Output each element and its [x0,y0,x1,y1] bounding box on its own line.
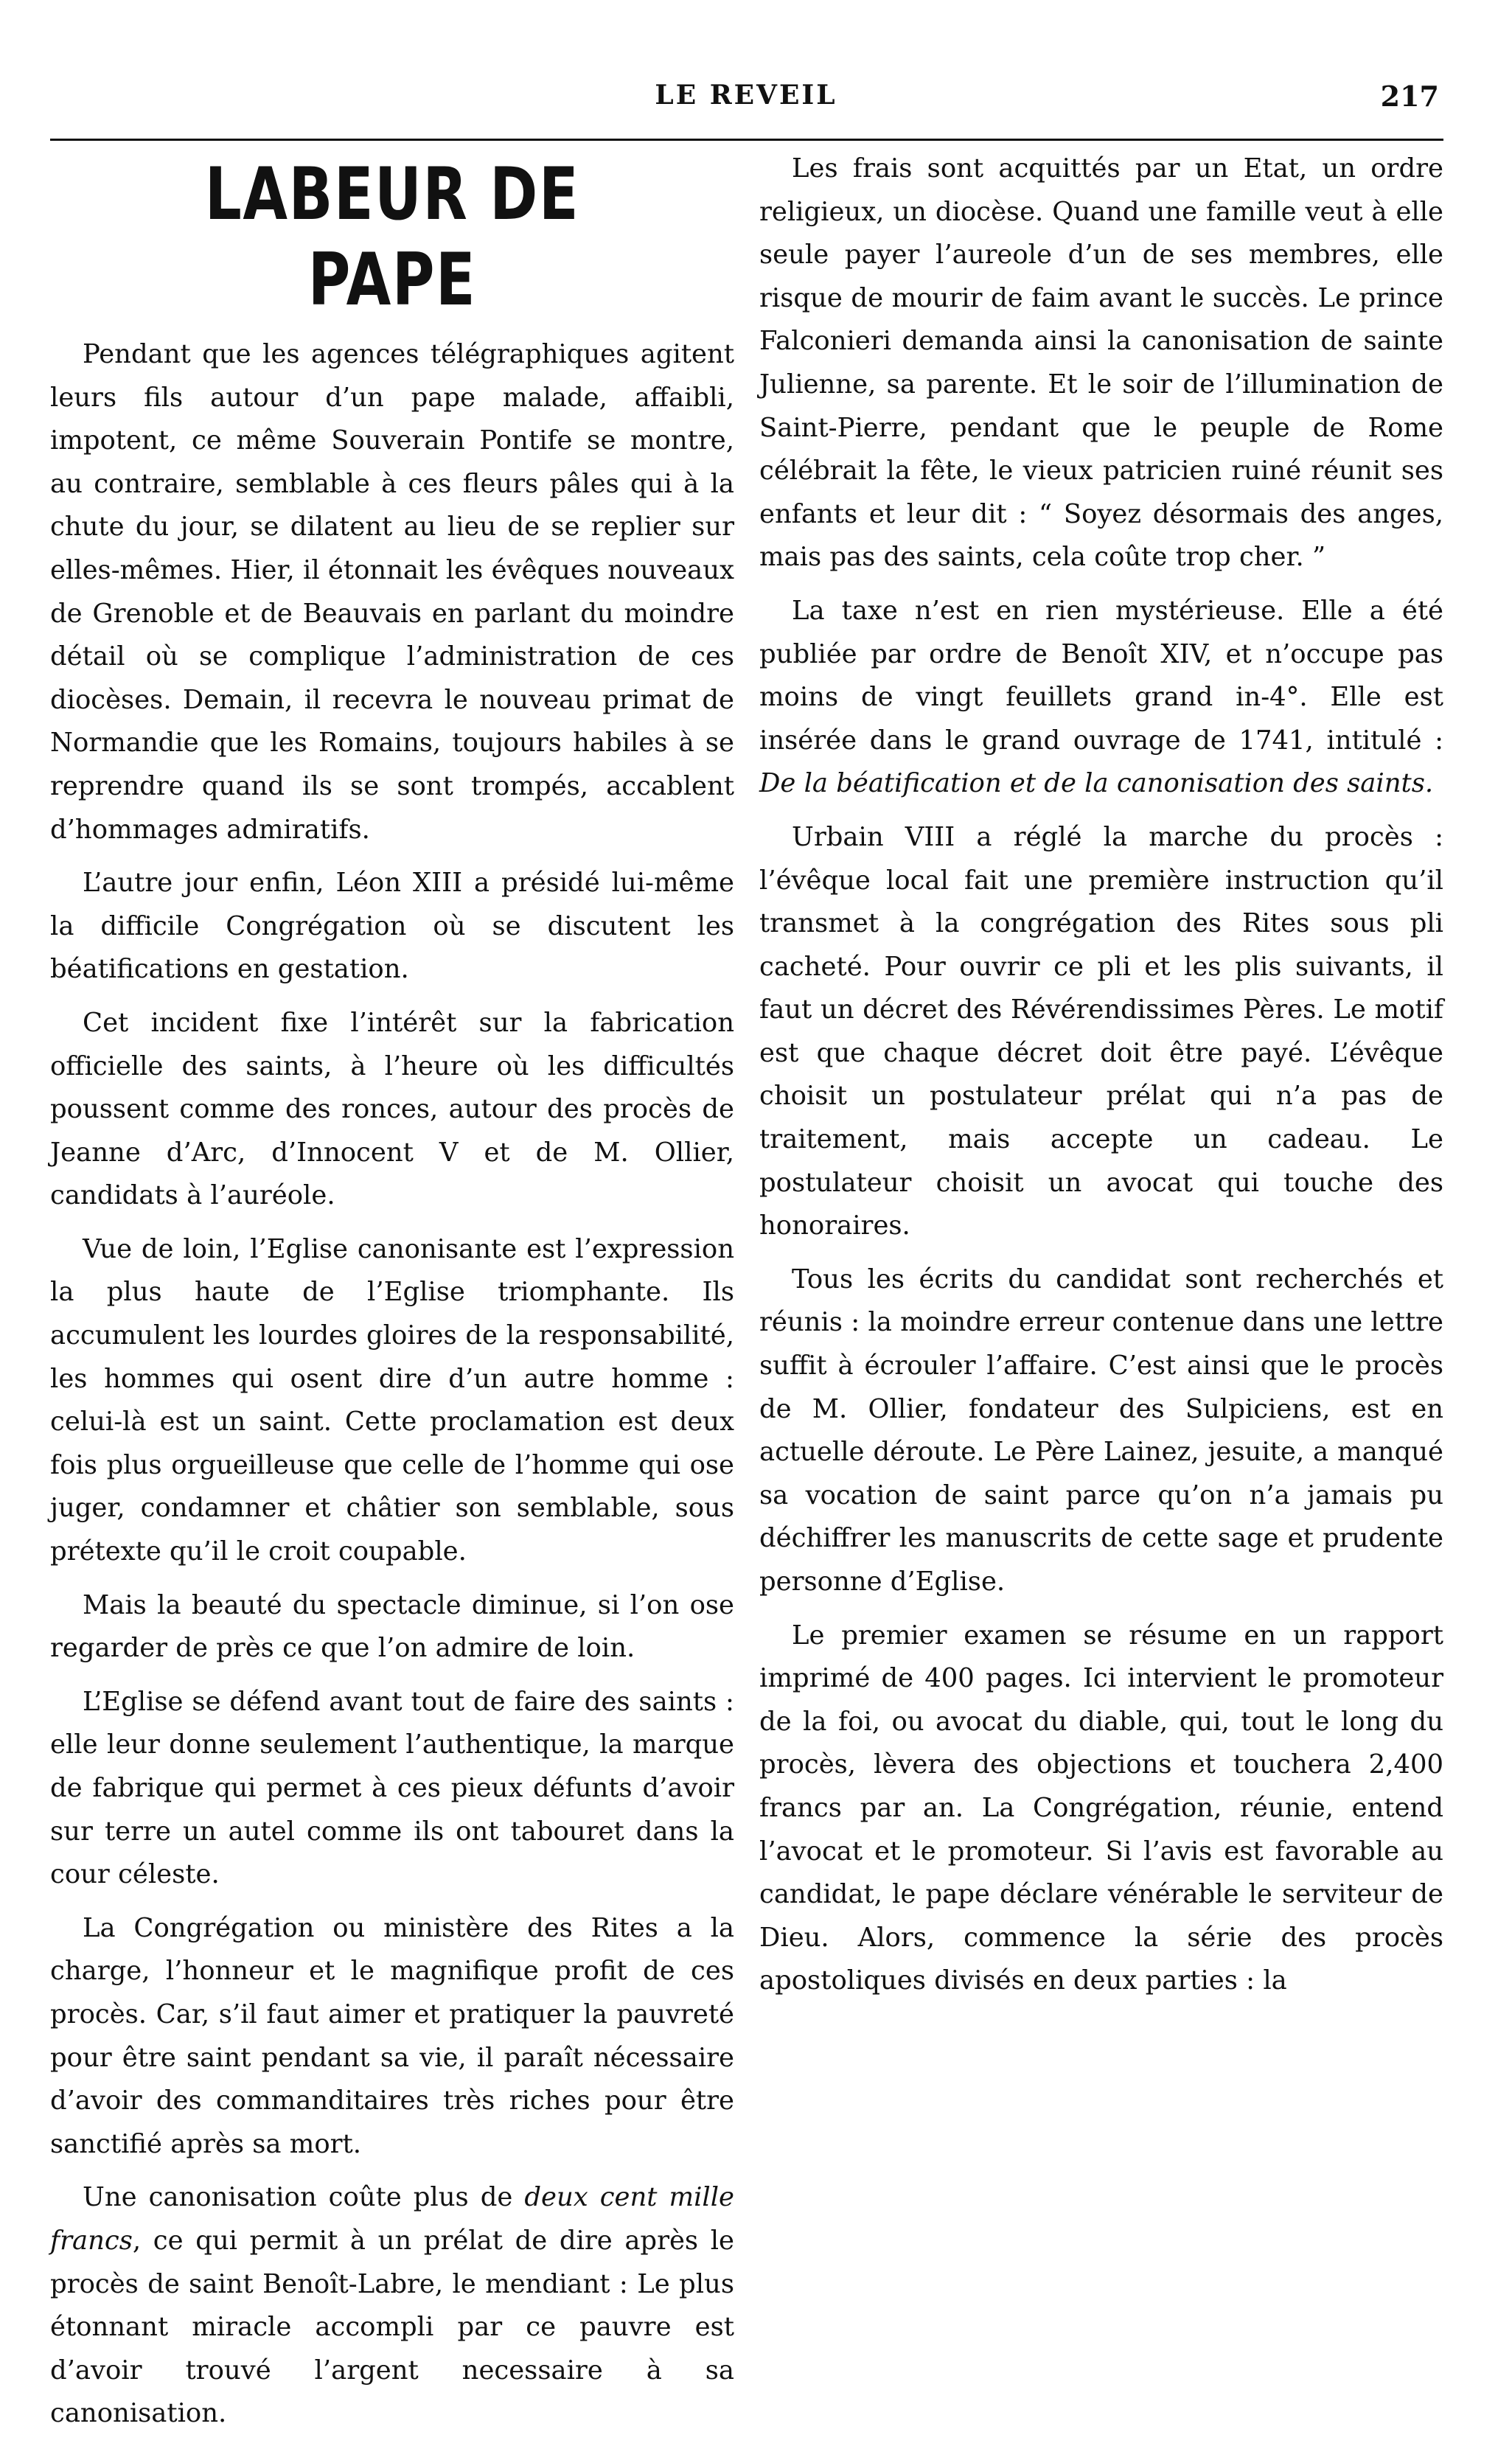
paragraph: L’autre jour enfin, Léon XIII a présidé lui-même la difficile Congrégation où se discutent les béatifications en gestation. [50,868,734,985]
running-title: LE REVEIL [655,80,837,111]
paragraph: Pendant que les agences télégraphiques agitent leurs fils autour d’un pape malade, affaibli, impotent, ce même Souverain Pontife se montre, au contraire, semblable à ces fleurs pâles qui à la chute du jour, se dilatent au lieu de se replier sur elles-mêmes. Hier, il étonnait les évêques nouveaux de Grenoble et de Beauvais en parlant du moindre détail où se complique l’administration de ces diocèses. Demain, il recevra le nouveau primat de Normandie que les Romains, toujours habiles à se reprendre quand ils se sont trompés, accablent d’hommages admiratifs. [50,339,734,845]
text-span: La taxe n’est en rien mystérieuse. Elle a été publiée par ordre de Benoît XIV, et n’occupe pas moins de vingt feuillets grand in-4°. Elle est insérée dans le grand ouvrage de 1741, intitulé : [759,595,1443,756]
page-header [53,80,1439,124]
text-span: Une canonisation coûte plus de [83,2182,525,2213]
italic-span: deux cent mille francs [50,2182,735,2256]
paragraph: Le premier examen se résume en un rapport imprimé de 400 pages. Ici intervient le promoteur de la foi, ou avocat du diable, qui, tout le long du procès, lèvera des objections et touchera 2,400 francs par an. La Congrégation, réunie, entend l’avocat et le promoteur. Si l’avis est favorable au candidat, le pape déclare vénérable le serviteur de Dieu. Alors, commence la série des procès apostoliques divisés en deux parties : la [759,1620,1443,1996]
paragraph: Mais la beauté du spectacle diminue, si l’on ose regarder de près ce que l’on admire de loin. [50,1589,734,1664]
paragraph: Urbain VIII a réglé la marche du procès : l’évêque local fait une première instruction qu’il transmet à la congrégation des Rites sous pli cacheté. Pour ouvrir ce pli et les plis suivants, il faut un décret des Révérendissimes Pères. Le motif est que chaque décret doit être payé. L’évêque choisit un postulateur prélat qui n’a pas de traitement, mais accepte un cadeau. Le postulateur choisit un avocat qui touche des honoraires. [759,821,1443,1241]
paragraph: Tous les écrits du candidat sont recherchés et réunis : la moindre erreur contenue dans une lettre suffit à écrouler l’affaire. C’est ainsi que le procès de M. Ollier, fondateur des Sulpiciens, est en actuelle déroute. Le Père Lainez, jesuite, a manqué sa vocation de saint parce qu’on n’a jamais pu déchiffrer les manuscrits de cette sage et prudente personne d’Eglise. [759,1264,1443,1597]
left-column [50,147,734,2446]
text-span: , ce qui permit à un prélat de dire après le procès de saint Benoît-Labre, le mendiant : Le plus étonnant miracle accompli par ce pauvre est d’avoir trouvé l’argent necessaire à sa canonisation. [50,2225,734,2429]
italic-span: De la béatification et de la canonisation des saints. [759,768,1434,799]
paragraph: La Congrégation ou ministère des Rites a la charge, l’honneur et le magnifique profit de ces procès. Car, s’il faut aimer et pratiquer la pauvreté pour être saint pendant sa vie, il paraît nécessaire d’avoir des commanditaires très riches pour être sanctifié après sa mort. [50,1912,734,2159]
header-rule [50,139,1443,141]
paragraph [50,2176,734,2436]
page-number: 217 [1380,80,1439,113]
paragraph: Les frais sont acquittés par un Etat, un ordre religieux, un diocèse. Quand une famille veut à elle seule payer l’aureole d’un de ses membres, elle risque de mourir de faim avant le succès. Le prince Falconieri demanda ainsi la canonisation de sainte Julienne, sa parente. Et le soir de l’illumination de Saint-Pierre, pendant que le peuple de Rome célébrait la fête, le vieux patricien ruiné réunit ses enfants et leur dit : “ Soyez désormais des anges, mais pas des saints, cela coûte trop cher. ” [759,153,1443,573]
paragraph: Vue de loin, l’Eglise canonisante est l’expression la plus haute de l’Eglise triomphante. Ils accumulent les lourdes gloires de la responsabilité, les hommes qui osent dire d’un autre homme : celui-là est un saint. Cette proclamation est deux fois plus orgueilleuse que celle de l’homme qui ose juger, condamner et châtier son semblable, sous prétexte qu’il le croit coupable. [50,1233,734,1567]
right-column [759,147,1443,2013]
paragraph [759,590,1443,806]
paragraph: L’Eglise se défend avant tout de faire des saints : elle leur donne seulement l’authentique, la marque de fabrique qui permet à ces pieux défunts d’avoir sur terre un autel comme ils ont tabouret dans la cour céleste. [50,1686,734,1890]
paragraph: Cet incident fixe l’intérêt sur la fabrication officielle des saints, à l’heure où les difficultés poussent comme des ronces, autour des procès de Jeanne d’Arc, d’Innocent V et de M. Ollier, candidats à l’auréole. [50,1007,734,1211]
article-title: LABEUR DE PAPE [204,153,580,322]
